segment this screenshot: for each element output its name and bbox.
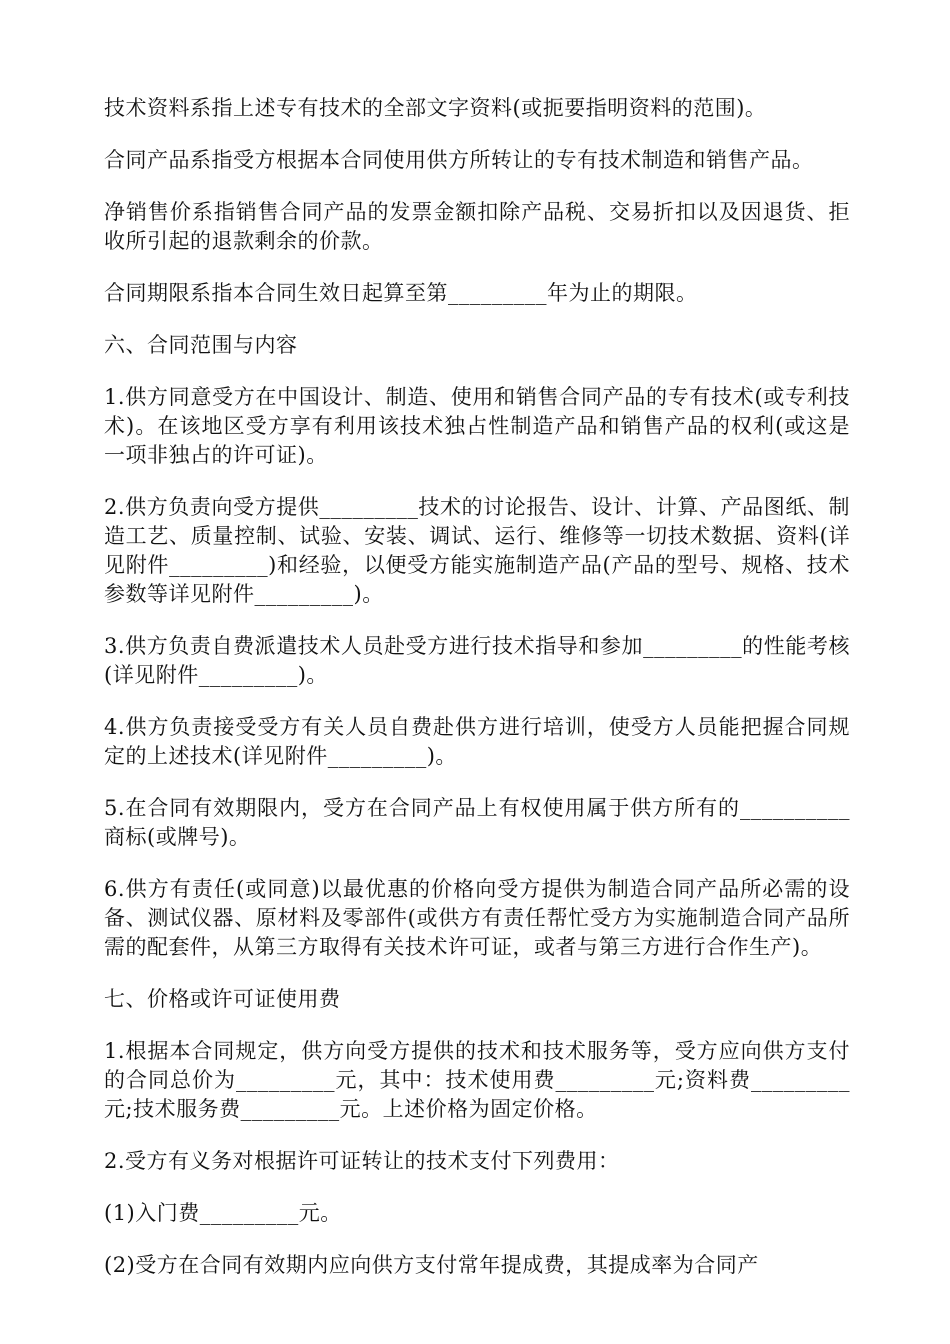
clause-7-2: 2.受方有义务对根据许可证转让的技术支付下列费用： — [104, 1149, 620, 1173]
section-heading-price: 七、价格或许可证使用费 — [104, 987, 341, 1011]
clause-6-5: 5.在合同有效期限内，受方在合同产品上有权使用属于供方所有的__________商标(或牌号)。 — [104, 796, 850, 849]
clause-6-2: 2.供方负责向受方提供_________技术的讨论报告、设计、计算、产品图纸、制造工艺、质量控制、试验、安装、调试、运行、维修等一切技术数据、资料(详见附件_________)和经验，以便受方能实施制造产品(产品的型号、规格、技术参数等详见附件_________)。 — [104, 495, 850, 606]
paragraph-net-sales-price-definition: 净销售价系指销售合同产品的发票金额扣除产品税、交易折扣以及因退货、拒收所引起的退款剩余的价款。 — [104, 200, 850, 253]
clause-6-6: 6.供方有责任(或同意)以最优惠的价格向受方提供为制造合同产品所必需的设备、测试仪器、原材料及零部件(或供方有责任帮忙受方为实施制造合同产品所需的配套件，从第三方取得有关技术许可证，或者与第三方进行合作生产)。 — [104, 877, 850, 959]
clause-6-4: 4.供方负责接受受方有关人员自费赴供方进行培训，使受方人员能把握合同规定的上述技术(详见附件_________)。 — [104, 715, 850, 768]
paragraph-technical-documents-definition: 技术资料系指上述专有技术的全部文字资料(或扼要指明资料的范围)。 — [104, 96, 767, 120]
clause-6-3: 3.供方负责自费派遣技术人员赴受方进行技术指导和参加_________的性能考核(详见附件_________)。 — [104, 634, 850, 687]
section-heading-scope: 六、合同范围与内容 — [104, 333, 298, 357]
paragraph-contract-term-definition: 合同期限系指本合同生效日起算至第_________年为止的期限。 — [104, 281, 698, 305]
clause-6-1: 1.供方同意受方在中国设计、制造、使用和销售合同产品的专有技术(或专利技术)。在该地区受方享有利用该技术独占性制造产品和销售产品的权利(或这是一项非独占的许可证)。 — [104, 385, 850, 467]
document-page — [104, 94, 850, 1280]
clause-7-1: 1.根据本合同规定，供方向受方提供的技术和技术服务等，受方应向供方支付的合同总价为_________元，其中：技术使用费_________元;资料费_________元;技术服务费_________元。上述价格为固定价格。 — [104, 1039, 850, 1121]
paragraph-contract-products-definition: 合同产品系指受方根据本合同使用供方所转让的专有技术制造和销售产品。 — [104, 148, 814, 172]
clause-7-2-2: (2)受方在合同有效期内应向供方支付常年提成费，其提成率为合同产 — [104, 1253, 759, 1277]
clause-7-2-1: (1)入门费_________元。 — [104, 1201, 342, 1225]
